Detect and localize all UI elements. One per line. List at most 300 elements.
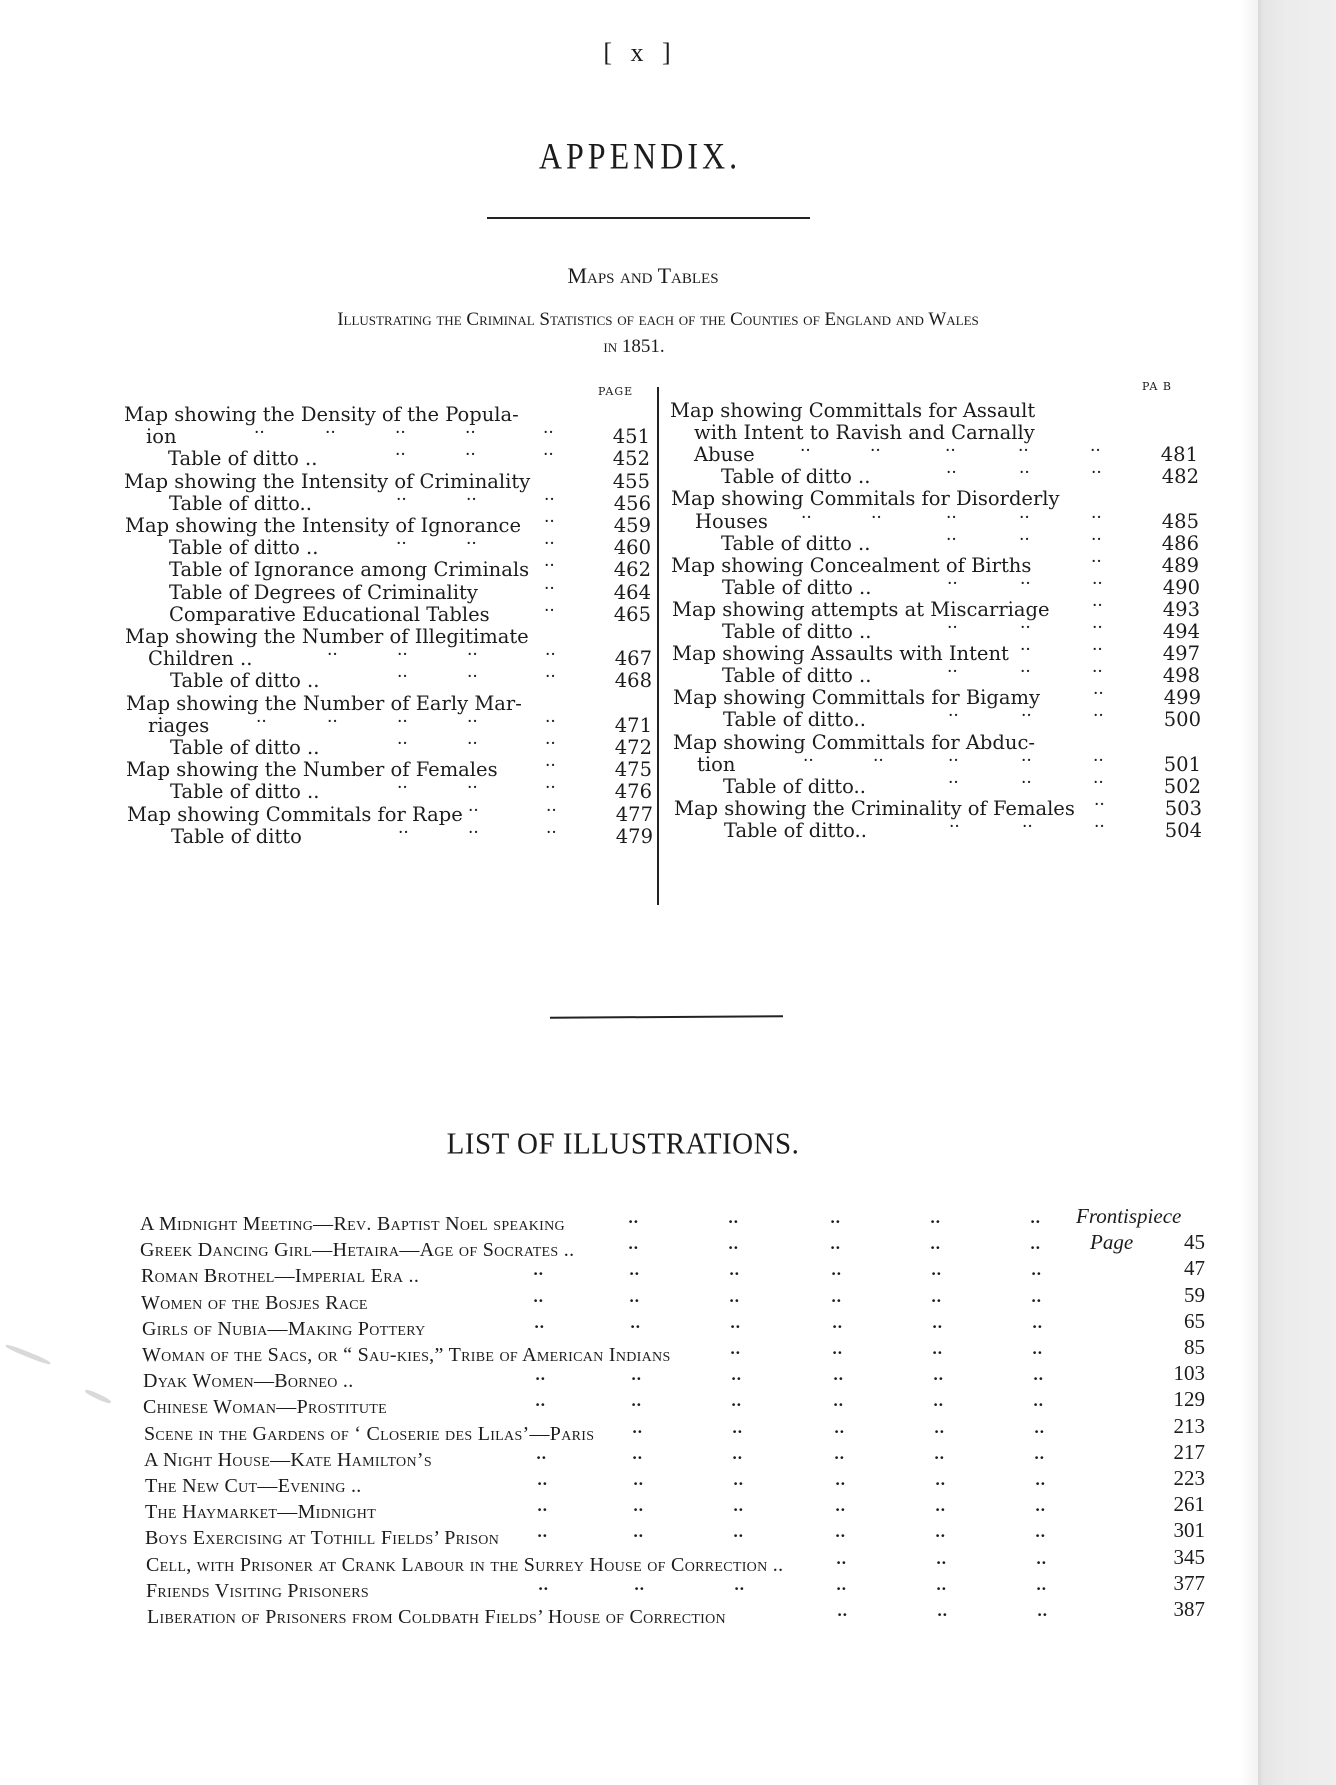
- leader-dots: ··: [1092, 595, 1103, 616]
- toc-entry-text: Map showing the Intensity of Ignorance: [125, 514, 521, 537]
- leader-dots: ··: [832, 1317, 843, 1336]
- toc-page-number: 485: [1161, 509, 1199, 533]
- leader-dots: ··: [634, 1579, 645, 1598]
- toc-page-number: 503: [1164, 796, 1202, 820]
- leader-dots: ··: [871, 507, 882, 528]
- leader-dots: ··: [932, 1317, 943, 1336]
- leader-dots: ··: [545, 734, 556, 754]
- leader-dots: ··: [535, 1396, 546, 1415]
- leader-dots: ··: [1019, 529, 1030, 550]
- leader-dots: ··: [467, 734, 478, 754]
- toc-entry-text: Houses: [695, 509, 768, 533]
- leader-dots: ··: [254, 423, 265, 444]
- leader-dots: ··: [733, 1527, 744, 1546]
- leader-dots: ··: [1021, 772, 1032, 793]
- leader-dots: ··: [1091, 529, 1102, 550]
- leader-dots: ··: [1035, 1501, 1046, 1520]
- leader-dots: ··: [946, 463, 957, 484]
- leader-dots: ··: [535, 1370, 546, 1389]
- leader-dots: ··: [395, 423, 406, 444]
- illustration-entry: [0, 1466, 1240, 1500]
- illustration-entry: [0, 1492, 1240, 1526]
- illustration-page-number: 59: [1184, 1282, 1205, 1307]
- leader-dots: ··: [395, 445, 406, 466]
- leader-dots: ··: [948, 772, 959, 793]
- toc-page-number: 467: [614, 647, 652, 671]
- illustration-title: Liberation of Prisoners from Coldbath Fields’ House of Correction: [147, 1606, 726, 1628]
- page-number-mark: [ x ]: [603, 38, 677, 67]
- illustration-title: Chinese Woman—Prostitute: [143, 1396, 387, 1419]
- toc-page-number: 482: [1161, 465, 1199, 489]
- toc-entry-text: tion: [697, 752, 736, 776]
- illustration-page-number: 387: [1173, 1597, 1205, 1621]
- toc-page-number: 497: [1162, 642, 1200, 666]
- leader-dots: ··: [538, 1579, 549, 1598]
- leader-dots: ··: [465, 445, 476, 466]
- leader-dots: ··: [937, 1606, 948, 1624]
- leader-dots: ··: [398, 822, 409, 843]
- leader-dots: ··: [800, 441, 811, 462]
- leader-dots: ··: [833, 1370, 844, 1389]
- toc-entry-text: Abuse: [694, 443, 755, 467]
- illustration-title: A Midnight Meeting—Rev. Baptist Noel speaking: [140, 1213, 565, 1235]
- illustration-entry: [0, 1544, 1240, 1579]
- leader-dots: ··: [931, 1265, 942, 1284]
- leader-dots: ··: [947, 618, 958, 638]
- leader-dots: ··: [732, 1448, 743, 1467]
- leader-dots: ··: [936, 1579, 947, 1598]
- leader-dots: ··: [1019, 463, 1030, 484]
- leader-dots: ··: [946, 529, 957, 550]
- leader-dots: ··: [536, 1448, 547, 1467]
- leader-dots: ··: [831, 1265, 842, 1284]
- leader-dots: ··: [544, 534, 555, 555]
- toc-page-number: 494: [1162, 620, 1200, 643]
- leader-dots: ··: [1091, 551, 1102, 572]
- illustration-page-number: 65: [1184, 1308, 1205, 1333]
- leader-dots: ··: [1033, 1370, 1044, 1389]
- illustration-page-number: 45: [1184, 1230, 1205, 1255]
- illustration-title: Friends Visiting Prisoners: [146, 1579, 369, 1602]
- toc-page-number: 459: [613, 514, 651, 537]
- leader-dots: ··: [837, 1606, 848, 1624]
- leader-dots: ··: [465, 423, 476, 444]
- leader-dots: ··: [949, 816, 960, 837]
- toc-entry-text: Children ..: [148, 647, 253, 671]
- leader-dots: ··: [830, 1239, 841, 1258]
- leader-dots: ··: [545, 667, 556, 688]
- toc-entry-text: Map showing Committals for Abduc-: [673, 730, 1035, 754]
- toc-entry-text: Table of Ignorance among Criminals: [169, 558, 530, 582]
- toc-page-number: 501: [1163, 752, 1201, 776]
- leader-dots: ··: [1092, 618, 1103, 638]
- leader-dots: ··: [932, 1344, 943, 1362]
- leader-dots: ··: [397, 778, 408, 799]
- illustration-entry: [0, 1256, 1240, 1290]
- toc-entry-text: Table of ditto..: [169, 491, 312, 515]
- toc-entry-text: ion: [146, 425, 177, 449]
- leader-dots: ··: [633, 1475, 644, 1493]
- leader-dots: ··: [1031, 1265, 1042, 1284]
- illustration-entry: [0, 1518, 1240, 1552]
- illustration-page-number: 217: [1173, 1439, 1205, 1464]
- leader-dots: ··: [543, 423, 554, 444]
- illustration-page-frontispiece: Frontispiece: [1076, 1204, 1182, 1228]
- leader-dots: ··: [1034, 1422, 1045, 1441]
- leader-dots: ··: [1020, 573, 1031, 594]
- appendix-title: APPENDIX.: [538, 135, 742, 177]
- leader-dots: ··: [537, 1475, 548, 1493]
- leader-dots: ··: [830, 1213, 841, 1231]
- leader-dots: ··: [834, 1422, 845, 1441]
- toc-entry-text: Map showing the Number of Early Mar-: [126, 691, 522, 715]
- illustration-entry: [0, 1597, 1240, 1631]
- illustrations-title: LIST OF ILLUSTRATIONS.: [446, 1127, 800, 1161]
- leader-dots: ··: [1033, 1396, 1044, 1415]
- leader-dots: ··: [935, 1475, 946, 1493]
- leader-dots: ··: [397, 645, 408, 666]
- leader-dots: ··: [628, 1239, 639, 1258]
- leader-dots: ··: [1030, 1213, 1041, 1231]
- toc-page-number: 490: [1162, 575, 1200, 599]
- leader-dots: ··: [835, 1527, 846, 1546]
- leader-dots: ··: [728, 1213, 739, 1231]
- leader-dots: ··: [835, 1501, 846, 1520]
- leader-dots: ··: [466, 489, 477, 510]
- illustration-title: Girls of Nubia—Making Pottery: [142, 1317, 426, 1340]
- toc-page-number: 451: [612, 425, 650, 449]
- toc-page-number: 500: [1163, 708, 1201, 732]
- leader-dots: ··: [631, 1396, 642, 1415]
- leader-dots: ··: [544, 512, 555, 532]
- leader-dots: ··: [467, 711, 478, 732]
- toc-entry-text: Map showing the Number of Illegitimate: [125, 625, 529, 648]
- page-column-header-left: PAGE: [598, 385, 634, 398]
- illustration-title: A Night House—Kate Hamilton’s: [144, 1448, 432, 1471]
- leader-dots: ··: [833, 1396, 844, 1415]
- column-divider: [657, 387, 659, 905]
- toc-page-number: 476: [614, 780, 652, 804]
- leader-dots: ··: [835, 1475, 846, 1493]
- toc-entry-text: Map showing Committals for Assault: [670, 399, 1036, 422]
- leader-dots: ··: [832, 1344, 843, 1362]
- leader-dots: ··: [1021, 750, 1032, 771]
- toc-entry-text: Table of ditto ..: [170, 669, 320, 693]
- illustration-title: Woman of the Sacs, or “ Sau-kies,” Tribe of American Indians: [142, 1344, 671, 1366]
- leader-dots: ··: [396, 534, 407, 555]
- leader-dots: ··: [729, 1291, 740, 1310]
- leader-dots: ··: [467, 645, 478, 666]
- toc-entry-text: Table of ditto..: [723, 774, 866, 798]
- leader-dots: ··: [801, 507, 812, 528]
- leader-dots: ··: [730, 1317, 741, 1336]
- toc-page-number: 452: [612, 447, 650, 471]
- illustration-title: The New Cut—Evening ..: [145, 1475, 362, 1497]
- toc-entry-text: Map showing the Intensity of Criminality: [124, 469, 531, 493]
- leader-dots: ··: [931, 1291, 942, 1310]
- illustration-page-number: 377: [1173, 1570, 1205, 1595]
- toc-entry-text: Comparative Educational Tables: [169, 602, 490, 626]
- leader-dots: ··: [467, 778, 478, 799]
- toc-entry-text: Table of ditto..: [724, 818, 867, 842]
- toc-page-number: 504: [1164, 818, 1202, 842]
- illustration-page-number: 213: [1173, 1413, 1205, 1438]
- illustration-page-number: 47: [1184, 1256, 1205, 1281]
- toc-entry-text: Map showing the Number of Females: [126, 758, 498, 782]
- illustration-title: Cell, with Prisoner at Crank Labour in the Surrey House of Correction ..: [146, 1553, 784, 1576]
- illustration-title: Roman Brothel—Imperial Era ..: [141, 1265, 420, 1288]
- leader-dots: ··: [1031, 1291, 1042, 1310]
- leader-dots: ··: [468, 822, 479, 843]
- leader-dots: ··: [545, 756, 556, 777]
- leader-dots: ··: [933, 1370, 944, 1389]
- leader-dots: ··: [729, 1265, 740, 1284]
- toc-entry-text: Table of ditto ..: [169, 536, 319, 560]
- toc-page-number: 475: [614, 758, 652, 782]
- leader-dots: ··: [397, 734, 408, 754]
- leader-dots: ··: [935, 1527, 946, 1546]
- leader-dots: ··: [948, 706, 959, 727]
- leader-dots: ··: [629, 1265, 640, 1284]
- leader-dots: ··: [633, 1527, 644, 1546]
- leader-dots: ··: [1035, 1527, 1046, 1546]
- leader-dots: ··: [733, 1501, 744, 1520]
- leader-dots: ··: [1094, 816, 1105, 837]
- leader-dots: ··: [544, 578, 555, 599]
- leader-dots: ··: [1035, 1475, 1046, 1493]
- illustration-entry: [0, 1282, 1240, 1317]
- leader-dots: ··: [1020, 662, 1031, 683]
- illustration-page-number: 345: [1173, 1544, 1205, 1569]
- leader-dots: ··: [397, 667, 408, 688]
- toc-page-number: 486: [1161, 531, 1199, 555]
- leader-dots: ··: [396, 489, 407, 510]
- illustration-entry: [0, 1413, 1240, 1448]
- leader-dots: ··: [327, 645, 338, 666]
- leader-dots: ··: [1093, 684, 1104, 705]
- toc-page-number: 479: [615, 824, 653, 848]
- leader-dots: ··: [546, 800, 557, 821]
- leader-dots: ··: [734, 1579, 745, 1598]
- leader-dots: ··: [836, 1553, 847, 1572]
- illustration-title: Greek Dancing Girl—Hetaira—Age of Socrates ..: [140, 1239, 575, 1262]
- toc-entry-text: Map showing Assaults with Intent: [672, 642, 1009, 666]
- toc-entry-text: Map showing the Criminality of Females: [674, 796, 1075, 820]
- illustration-title: Dyak Women—Borneo ..: [143, 1370, 354, 1393]
- illustration-title: Boys Exercising at Tothill Fields’ Prison: [145, 1527, 500, 1550]
- section-rule: [550, 1015, 783, 1018]
- toc-page-number: 464: [613, 580, 651, 604]
- leader-dots: ··: [732, 1422, 743, 1441]
- leader-dots: ··: [930, 1239, 941, 1258]
- illustration-page-number: 129: [1173, 1387, 1205, 1412]
- toc-page-number: 493: [1162, 597, 1200, 621]
- toc-page-number: 499: [1163, 686, 1201, 710]
- leader-dots: ··: [834, 1448, 845, 1467]
- illustration-page-number: 85: [1184, 1335, 1205, 1359]
- leader-dots: ··: [1034, 1448, 1045, 1467]
- illustration-page-number: 301: [1173, 1518, 1205, 1543]
- toc-page-number: 462: [613, 558, 651, 582]
- toc-entry-text: Map showing attempts at Miscarriage: [672, 597, 1050, 621]
- toc-entry-text: Map showing Committals for Bigamy: [673, 686, 1041, 710]
- leader-dots: ··: [934, 1448, 945, 1467]
- leader-dots: ··: [533, 1265, 544, 1284]
- leader-dots: ··: [730, 1344, 741, 1362]
- leader-dots: ··: [534, 1317, 545, 1336]
- toc-entry-text: Table of ditto..: [723, 708, 866, 732]
- leader-dots: ··: [731, 1370, 742, 1389]
- toc-entry-text: riages: [148, 713, 210, 737]
- appendix-subtitle: Illustrating the Criminal Statistics of each of the Counties of England and Wales: [337, 309, 979, 330]
- leader-dots: ··: [1092, 662, 1103, 683]
- toc-entry-text: Table of ditto ..: [722, 620, 872, 643]
- toc-entry-text: Map showing Concealment of Births: [671, 553, 1032, 577]
- illustration-entry: [0, 1439, 1240, 1474]
- toc-page-number: 460: [613, 536, 651, 560]
- illustration-page-number: 261: [1173, 1492, 1205, 1517]
- toc-page-number: 472: [614, 736, 652, 759]
- leader-dots: ··: [728, 1239, 739, 1258]
- toc-entry-text: Table of ditto ..: [168, 447, 318, 471]
- illustration-title: Scene in the Gardens of ‘ Closerie des Lilas’—Paris: [144, 1422, 595, 1445]
- illustration-title: Women of the Bosjes Race: [141, 1291, 368, 1314]
- toc-page-number: 465: [613, 602, 651, 626]
- leader-dots: ··: [1093, 750, 1104, 771]
- toc-entry-text: Map showing the Density of the Popula-: [124, 403, 519, 426]
- toc-entry-text: Map showing Commitals for Rape: [127, 802, 463, 826]
- leader-dots: ··: [545, 778, 556, 799]
- leader-dots: ··: [870, 441, 881, 462]
- leader-dots: ··: [327, 711, 338, 732]
- illustration-entry: [0, 1308, 1240, 1343]
- leader-dots: ··: [1091, 463, 1102, 484]
- leader-dots: ··: [631, 1370, 642, 1389]
- leader-dots: ··: [545, 711, 556, 732]
- leader-dots: ··: [630, 1317, 641, 1336]
- toc-entry-text: Table of ditto ..: [722, 575, 872, 599]
- toc-entry-text: Table of ditto ..: [722, 664, 872, 688]
- toc-entry-text: Table of ditto ..: [170, 780, 320, 804]
- toc-entry-text: Map showing Commitals for Disorderly: [671, 487, 1060, 511]
- leader-dots: ··: [633, 1501, 644, 1520]
- leader-dots: ··: [947, 662, 958, 683]
- illustration-entry: [0, 1335, 1240, 1369]
- leader-dots: ··: [629, 1291, 640, 1310]
- illustration-entry: [0, 1204, 1240, 1238]
- leader-dots: ··: [1090, 441, 1101, 462]
- leader-dots: ··: [466, 534, 477, 555]
- leader-dots: ··: [467, 667, 478, 688]
- leader-dots: ··: [1020, 618, 1031, 638]
- toc-page-number: 481: [1160, 443, 1198, 467]
- toc-page-number: 456: [613, 491, 651, 515]
- leader-dots: ··: [935, 1501, 946, 1520]
- toc-entry-text: Table of Degrees of Criminality: [169, 580, 478, 604]
- leader-dots: ··: [537, 1501, 548, 1520]
- leader-dots: ··: [397, 711, 408, 732]
- toc-page-number: 455: [612, 469, 650, 493]
- leader-dots: ··: [945, 441, 956, 462]
- illustration-title: The Haymarket—Midnight: [145, 1501, 377, 1524]
- illustration-page-number: 223: [1173, 1466, 1205, 1490]
- leader-dots: ··: [933, 1396, 944, 1415]
- leader-dots: ··: [1091, 507, 1102, 528]
- toc-page-number: 489: [1161, 553, 1199, 577]
- leader-dots: ··: [1036, 1579, 1047, 1598]
- leader-dots: ··: [628, 1213, 639, 1231]
- leader-dots: ··: [1018, 441, 1029, 462]
- leader-dots: ··: [733, 1475, 744, 1493]
- leader-dots: ··: [946, 507, 957, 528]
- leader-dots: ··: [1036, 1553, 1047, 1572]
- leader-dots: ··: [873, 750, 884, 771]
- leader-dots: ··: [930, 1213, 941, 1231]
- appendix-subtitle-year: in 1851.: [603, 336, 665, 357]
- leader-dots: ··: [1021, 706, 1032, 727]
- leader-dots: ··: [1093, 706, 1104, 727]
- illustration-entry: [0, 1361, 1240, 1395]
- leader-dots: ··: [632, 1422, 643, 1441]
- toc-page-number: 498: [1162, 664, 1200, 688]
- leader-dots: ··: [325, 423, 336, 444]
- leader-dots: ··: [1030, 1239, 1041, 1258]
- leader-dots: ··: [537, 1527, 548, 1546]
- leader-dots: ··: [1019, 507, 1030, 528]
- leader-dots: ··: [544, 600, 555, 621]
- leader-dots: ··: [836, 1579, 847, 1598]
- leader-dots: ··: [468, 800, 479, 821]
- leader-dots: ··: [1093, 772, 1104, 793]
- section-rule: [487, 217, 810, 219]
- leader-dots: ··: [1032, 1344, 1043, 1362]
- leader-dots: ··: [947, 573, 958, 594]
- toc-page-number: 471: [614, 713, 652, 737]
- illustration-entry: [0, 1570, 1240, 1605]
- leader-dots: ··: [731, 1396, 742, 1415]
- leader-dots: ··: [948, 750, 959, 771]
- leader-dots: ··: [545, 645, 556, 666]
- illustration-page-number: 103: [1173, 1361, 1205, 1386]
- toc-entry-text: Table of ditto ..: [721, 531, 871, 555]
- leader-dots: ··: [533, 1291, 544, 1310]
- toc-entry-text: Table of ditto: [171, 824, 302, 848]
- leader-dots: ··: [1020, 640, 1031, 661]
- leader-dots: ··: [1037, 1606, 1048, 1624]
- leader-dots: ··: [632, 1448, 643, 1467]
- maps-and-tables-heading: Maps and Tables: [567, 263, 719, 288]
- leader-dots: ··: [1094, 794, 1105, 815]
- leader-dots: ··: [1092, 573, 1103, 594]
- toc-page-number: 502: [1163, 774, 1201, 798]
- leader-dots: ··: [1092, 640, 1103, 661]
- leader-dots: ··: [831, 1291, 842, 1310]
- illustration-entry: [0, 1230, 1240, 1264]
- leader-dots: ··: [544, 489, 555, 510]
- leader-dots: ··: [543, 445, 554, 466]
- leader-dots: ··: [1022, 816, 1033, 837]
- page-label: Page: [1090, 1230, 1134, 1255]
- toc-page-number: 477: [615, 802, 653, 826]
- leader-dots: ··: [1032, 1317, 1043, 1336]
- leader-dots: ··: [256, 711, 267, 732]
- page-column-header-right: PA B: [1142, 380, 1172, 393]
- illustration-entry: [0, 1387, 1240, 1421]
- leader-dots: ··: [936, 1553, 947, 1572]
- toc-page-number: 468: [614, 669, 652, 693]
- toc-entry-text: Table of ditto ..: [170, 736, 320, 759]
- leader-dots: ··: [544, 556, 555, 577]
